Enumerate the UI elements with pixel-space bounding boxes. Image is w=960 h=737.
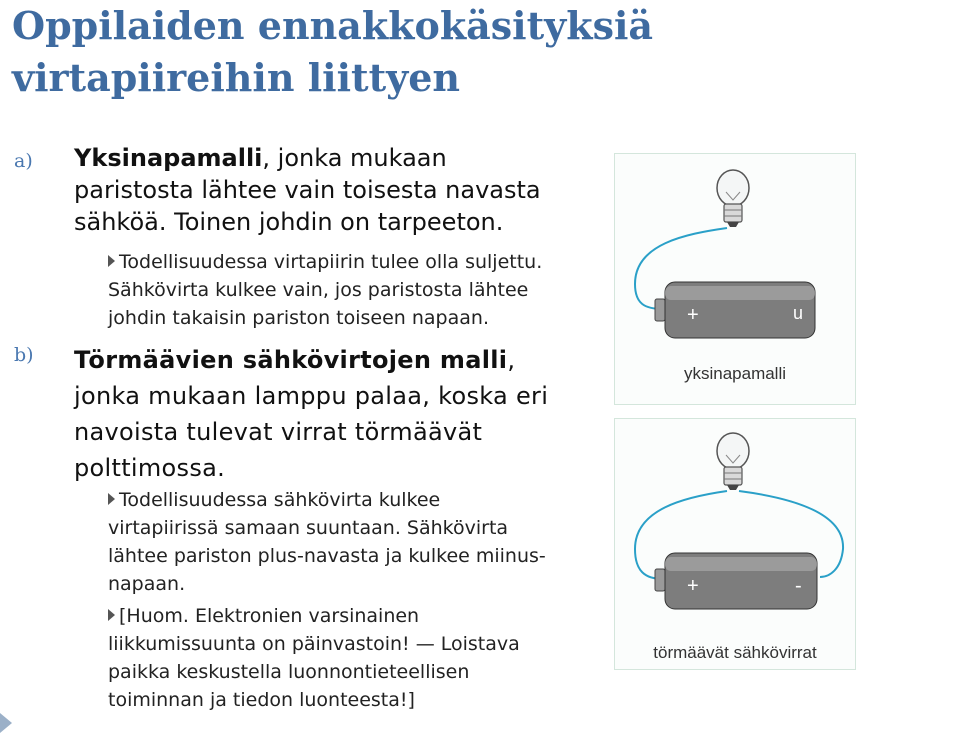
item-b-sub2-line-3: paikka keskustella luonnontieteellisen — [108, 661, 470, 683]
bullet-arrow-icon — [108, 255, 115, 267]
item-b-line-2: jonka mukaan lamppu palaa, koska eri — [74, 382, 549, 410]
slide-title-line-2: virtapiireihin liittyen — [12, 55, 461, 100]
item-b-sub2-line-4: toiminnan ja tiedon luonteesta!] — [108, 689, 415, 711]
figure-single-pole-model — [614, 153, 856, 405]
battery-minus-sign: - — [795, 575, 802, 597]
item-a-line-1-rest: , jonka mukaan — [262, 144, 447, 172]
item-b-bold-term: Törmäävien sähkövirtojen malli — [74, 346, 508, 374]
item-b-text — [74, 342, 574, 486]
item-a-subpoint — [108, 248, 542, 332]
item-b-marker: b) — [14, 344, 34, 366]
battery-plus-sign: + — [687, 304, 699, 326]
item-a — [14, 142, 574, 238]
item-b-sub1-line-2: virtapiirissä samaan suuntaan. Sähkövirta — [108, 517, 509, 539]
item-a-bold-term: Yksinapamalli — [74, 144, 263, 172]
item-b — [14, 342, 574, 486]
battery-icon — [655, 282, 815, 338]
slide-title — [12, 0, 653, 104]
item-b-subpoint-2 — [108, 602, 520, 714]
battery-plus-sign: + — [687, 575, 699, 597]
item-a-marker: a) — [14, 150, 33, 172]
item-a-sub-line-1: Todellisuudessa virtapiirin tulee olla suljettu. — [119, 251, 543, 273]
item-a-sub-line-2: Sähkövirta kulkee vain, jos paristosta lähtee — [108, 279, 529, 301]
bullet-arrow-icon — [108, 609, 115, 621]
item-b-sub1-line-4: napaan. — [108, 573, 186, 595]
light-bulb-icon — [717, 433, 749, 490]
item-b-sub2-line-2: liikkumissuunta on päinvastoin! — Loistava — [108, 633, 520, 655]
next-slide-arrow-icon[interactable] — [0, 713, 12, 733]
figure-1-caption: yksinapamalli — [683, 364, 787, 383]
item-b-line-3: navoista tulevat virrat törmäävät — [74, 418, 483, 446]
light-bulb-icon — [717, 170, 749, 227]
item-b-sub2-line-1: [Huom. Elektronien varsinainen — [119, 605, 420, 627]
slide-title-line-1: Oppilaiden ennakkokäsityksiä — [12, 3, 654, 48]
figure-2-drawing — [615, 419, 855, 669]
item-b-sub1-line-1: Todellisuudessa sähkövirta kulkee — [119, 489, 441, 511]
item-a-text — [74, 142, 574, 238]
item-b-sub1-line-3: lähtee pariston plus-navasta ja kulkee miinus- — [108, 545, 546, 567]
item-b-line-1-rest: , — [507, 346, 516, 374]
item-b-subpoint-1 — [108, 486, 546, 598]
item-b-line-4: polttimossa. — [74, 454, 226, 482]
item-a-line-3: sähköä. Toinen johdin on tarpeeton. — [74, 208, 504, 236]
item-a-sub-line-3: johdin takaisin pariston toiseen napaan. — [108, 307, 489, 329]
figure-colliding-currents-model — [614, 418, 856, 670]
figure-2-caption: törmäävät sähkövirrat — [653, 643, 817, 662]
bullet-arrow-icon — [108, 493, 115, 505]
battery-icon — [655, 553, 817, 609]
item-a-line-2: paristosta lähtee vain toisesta navasta — [74, 176, 541, 204]
battery-minus-sign: u — [793, 303, 804, 323]
